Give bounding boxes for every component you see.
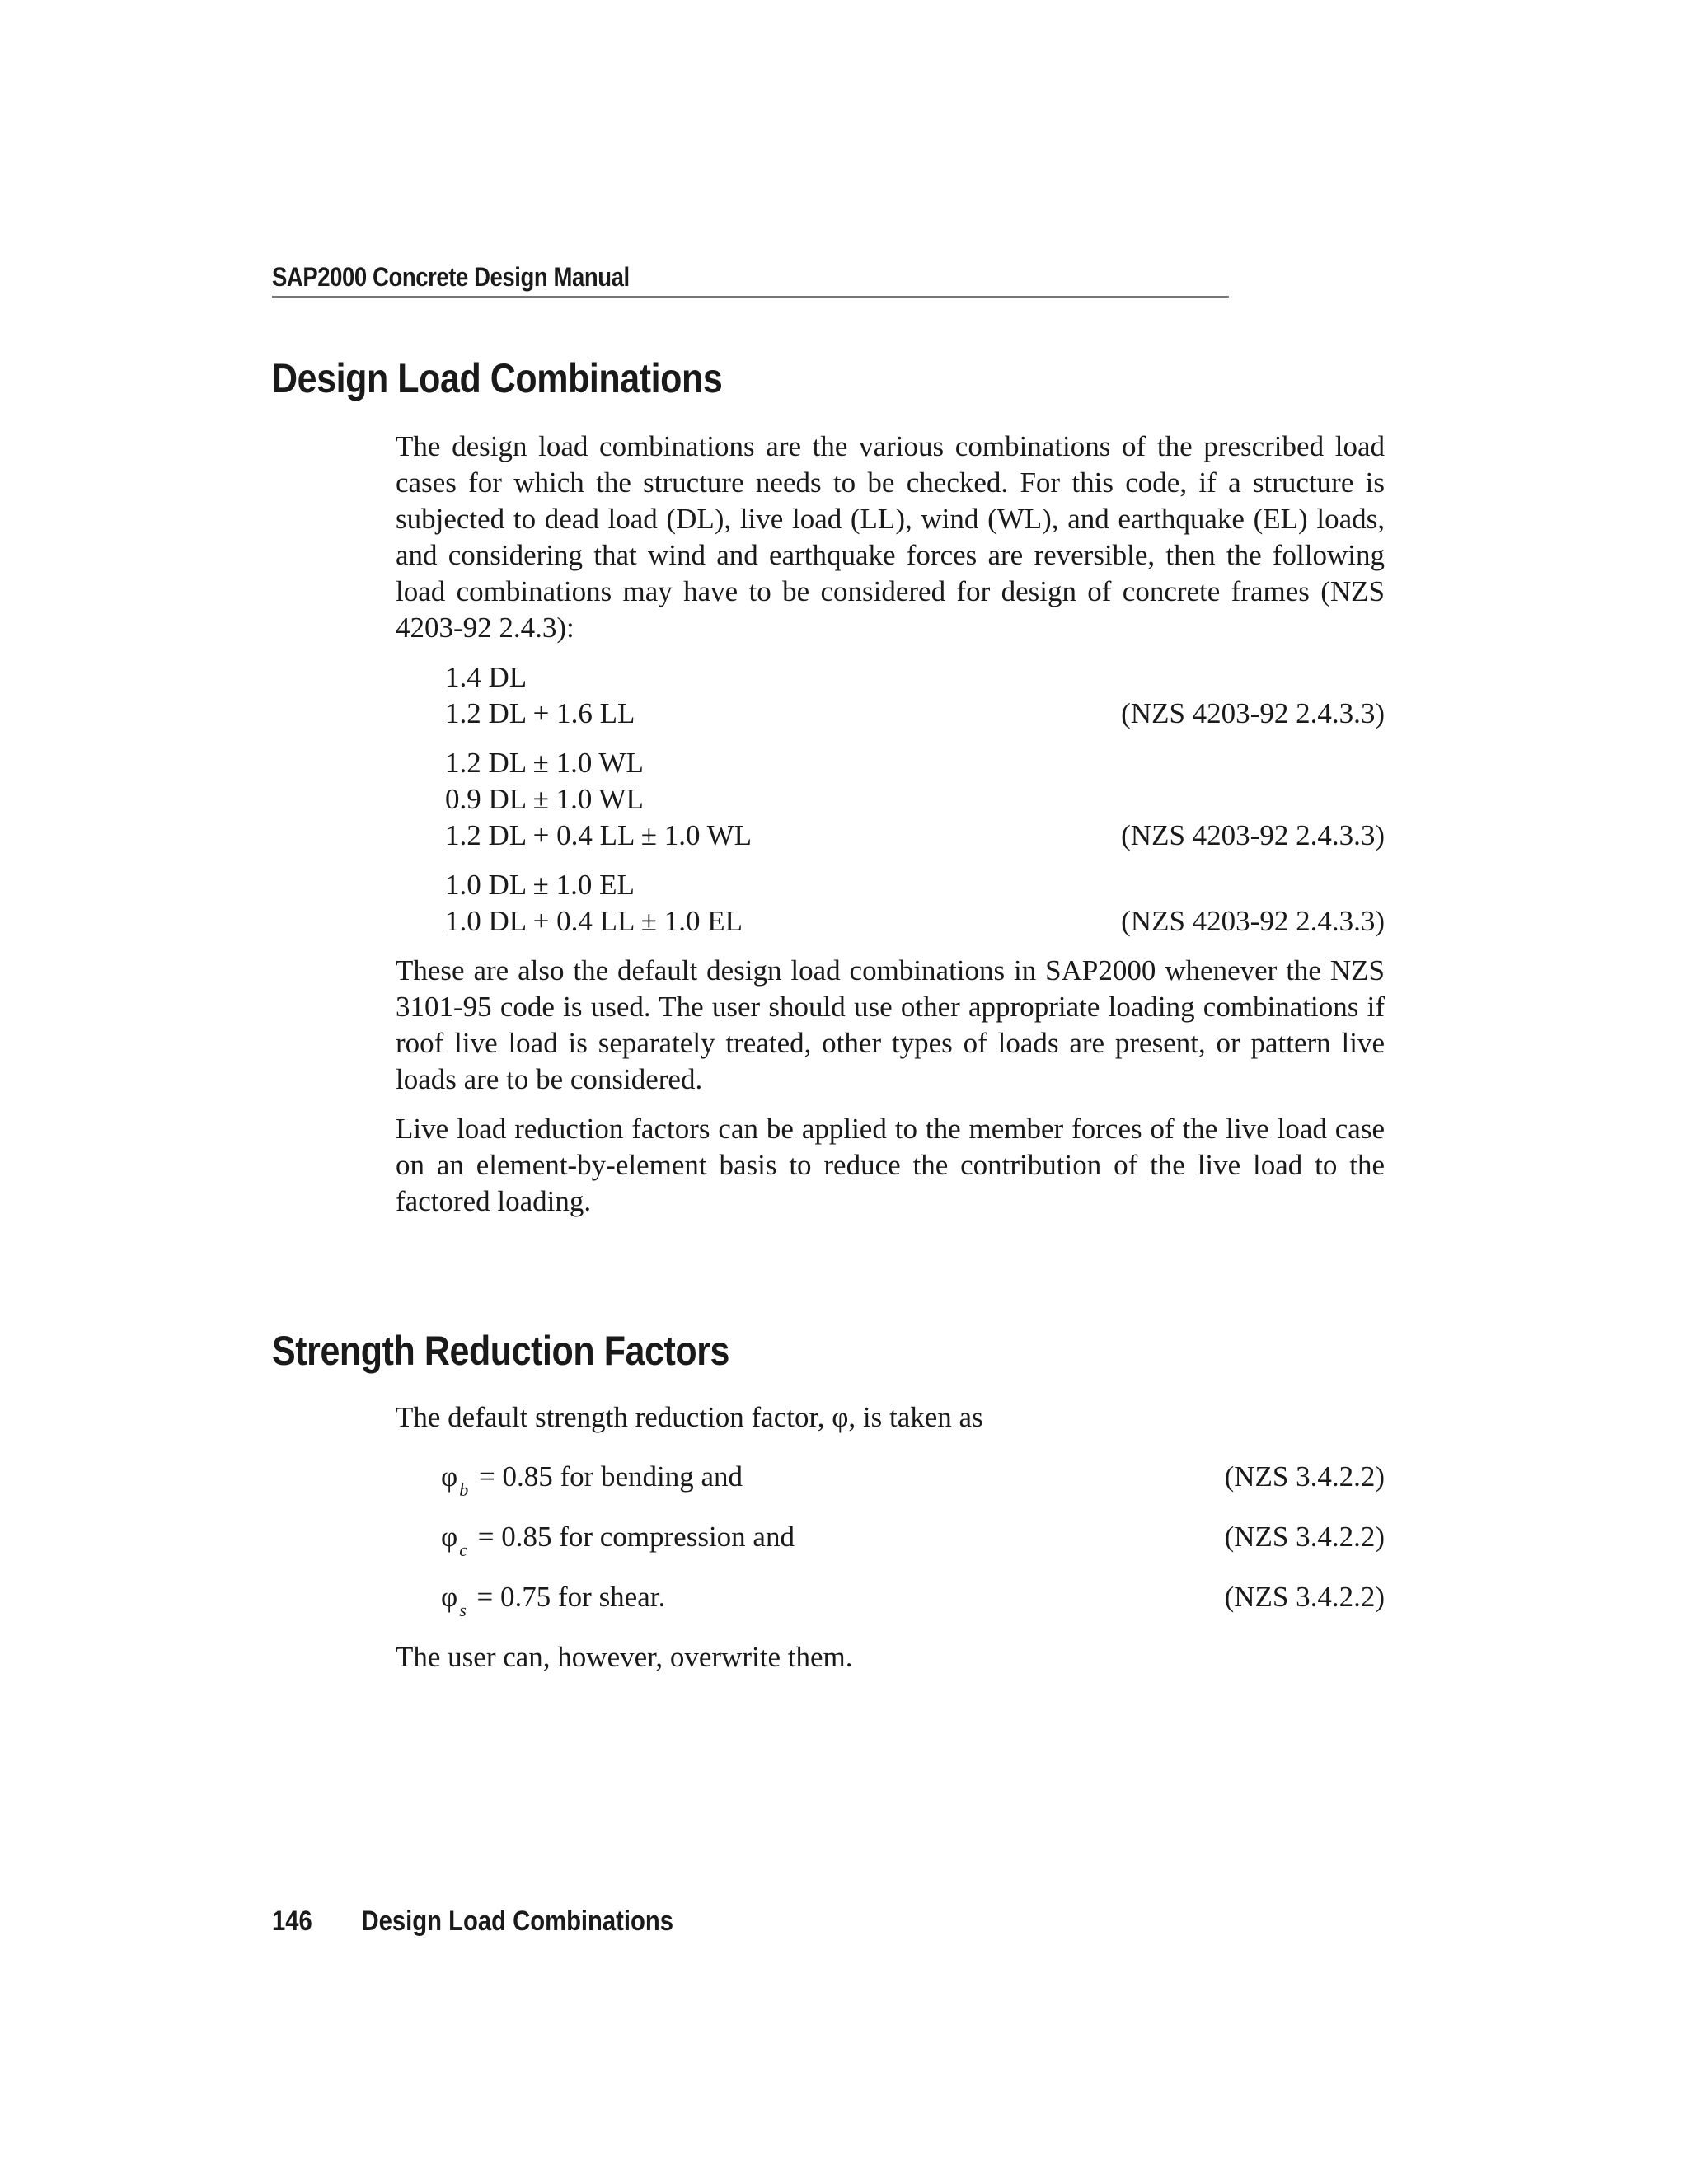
code-reference: (NZS 4203-92 2.4.3.3) [1121,697,1385,729]
phi-symbol: φ [441,1521,458,1553]
factor-row-compression [441,1519,1385,1560]
page-number: 146 [272,1905,312,1937]
live-load-reduction-paragraph: Live load reduction factors can be applied to the member forces of the live load case on an element-by-element basis to reduce the contribution of the live load to the factored loading. [396,1113,1385,1217]
factor-text: = 0.75 for shear. [476,1581,666,1613]
code-reference: (NZS 3.4.2.2) [1224,1521,1385,1553]
combination-row [445,867,1385,903]
page-footer [272,1905,673,1938]
combination-expression: 1.2 DL ± 1.0 WL [445,747,644,779]
combination-expression: 1.0 DL + 0.4 LL ± 1.0 EL [445,905,743,937]
default-combinations-paragraph: These are also the default design load combinations in SAP2000 whenever the NZS 3101-95 code is used. The user should use other appropriate loading combinations if roof live load is separately treated, other types of loads are present, or pattern live loads are to be considered. [396,954,1385,1095]
factor-row-bending [441,1459,1385,1500]
combination-group-wind [396,745,1385,854]
phi-subscript: b [459,1479,469,1500]
footer-section-title: Design Load Combinations [361,1905,674,1937]
combination-row [445,745,1385,781]
combination-row [445,818,1385,854]
combination-row [445,781,1385,818]
combination-expression: 1.2 DL + 0.4 LL ± 1.0 WL [445,819,753,851]
running-header-title: SAP2000 Concrete Design Manual [272,262,630,292]
section-body-load-combinations [396,429,1385,1233]
combination-row [445,696,1385,732]
section-body-strength-reduction [396,1399,1385,1689]
phi-symbol: φ [441,1460,458,1493]
combination-expression: 1.4 DL [445,661,528,693]
combination-expression: 1.0 DL ± 1.0 EL [445,869,635,901]
intro-paragraph: The design load combinations are the various combinations of the prescribed load cases for which the structure needs to be checked. For this code, if a structure is subjected to dead load (DL), live load (LL), wind (WL), and earthquake (EL) loads, and considering that wind and earthquake forces are reversible, then the following load combinations may have to be considered for design of concrete frames (NZS 4203-92 2.4.3): [396,430,1385,644]
strength-intro-paragraph: The default strength reduction factor, φ, is taken as [396,1401,983,1433]
closing-paragraph: The user can, however, overwrite them. [396,1641,853,1673]
combination-row [445,903,1385,940]
factor-text: = 0.85 for bending and [478,1460,743,1493]
phi-subscript: s [459,1600,467,1620]
combination-group-gravity [396,659,1385,732]
factor-text: = 0.85 for compression and [477,1521,795,1553]
combination-expression: 1.2 DL + 1.6 LL [445,697,635,729]
factor-row-shear [441,1579,1385,1620]
phi-symbol: φ [441,1581,458,1613]
combination-expression: 0.9 DL ± 1.0 WL [445,783,644,815]
code-reference: (NZS 3.4.2.2) [1224,1460,1385,1493]
phi-subscript: c [459,1540,467,1560]
section-heading-strength-reduction: Strength Reduction Factors [272,1328,730,1374]
combination-row [445,659,1385,696]
combination-group-earthquake [396,867,1385,940]
code-reference: (NZS 4203-92 2.4.3.3) [1121,819,1385,851]
running-header [272,262,1229,298]
code-reference: (NZS 3.4.2.2) [1224,1581,1385,1613]
section-heading-load-combinations: Design Load Combinations [272,355,723,401]
code-reference: (NZS 4203-92 2.4.3.3) [1121,905,1385,937]
